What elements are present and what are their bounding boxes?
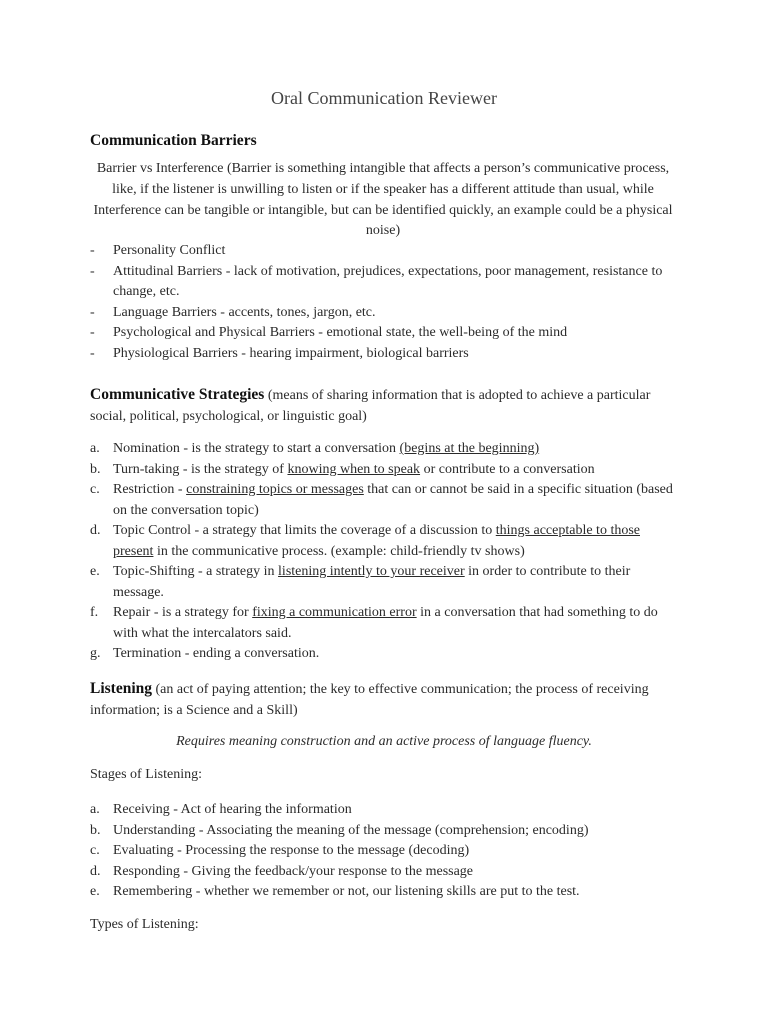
strategy-emphasis: knowing when to speak [287, 461, 421, 477]
list-marker: f. [90, 605, 99, 620]
listening-description: (an act of paying attention; the key to effective communication; the process of receiving information; is a Science and a Skill) [90, 682, 649, 718]
list-item [90, 644, 680, 665]
strategy-text: Turn-taking - is the strategy of [113, 461, 288, 477]
strategy-text: Topic Control - a strategy that limits the coverage of a discussion to [113, 523, 496, 538]
list-item [90, 821, 680, 842]
list-marker: d. [90, 523, 101, 538]
list-item [90, 480, 680, 521]
list-item [90, 862, 680, 883]
list-marker: a. [90, 802, 100, 817]
strategies-lead [90, 385, 690, 427]
stage-text: Understanding - Associating the meaning of the message (comprehension; encoding) [113, 822, 589, 838]
list-item: - Personality Conflict [90, 243, 226, 258]
barrier-item-text: Psychological and Physical Barriers - emotional state, the well-being of the mind [113, 325, 568, 340]
list-marker: e. [90, 884, 100, 899]
list-marker: a. [90, 441, 100, 456]
list-item: - Attitudinal Barriers - lack of motivation, prejudices, expectations, poor management, resistance to change, etc. [90, 263, 663, 299]
strategy-text: Topic-Shifting - a strategy in [113, 564, 279, 579]
stage-text: Receiving - Act of hearing the information [113, 802, 352, 817]
types-label: Types of Listening: [90, 917, 199, 932]
strategies-heading: Communicative Strategies [90, 386, 265, 403]
stage-text: Remembering - whether we remember or not, our listening skills are put to the test. [113, 884, 580, 899]
stages-label: Stages of Listening: [90, 767, 202, 782]
strategy-emphasis: listening intently to your receiver [278, 564, 465, 579]
barriers-heading: Communication Barriers [90, 132, 257, 149]
barriers-intro: Barrier vs Interference (Barrier is something intangible that affects a person’s communicative process, like, if the listener is unwilling to listen or if the speaker has a different attitude than usual, while Interference can be tangible or intangible, but can be identified quickly, an example could be a physical noise) [93, 161, 673, 239]
list-item [90, 800, 680, 821]
list-item [90, 521, 680, 562]
stages-list [90, 800, 680, 903]
barrier-item-text: Personality Conflict [113, 243, 226, 258]
strategy-text: Termination - ending a conversation. [113, 646, 320, 661]
list-item: - Language Barriers - accents, tones, jargon, etc. [90, 304, 376, 320]
strategy-emphasis: things acceptable to those present [113, 523, 640, 559]
strategy-text: Restriction - [113, 482, 187, 497]
strategy-text: Nomination - is the strategy to start a conversation [113, 441, 400, 456]
list-marker: b. [90, 822, 101, 838]
strategy-text-after: in order to contribute to their message. [113, 564, 631, 600]
barrier-item-text: Language Barriers - accents, tones, jargon, etc. [113, 304, 376, 320]
list-item [90, 841, 680, 862]
list-item [90, 603, 680, 644]
list-marker: c. [90, 482, 100, 497]
list-marker: g. [90, 646, 101, 661]
strategy-text-after: in a conversation that had something to do with what the intercalators said. [113, 605, 658, 641]
strategy-emphasis: (begins at the beginning) [399, 441, 540, 456]
list-marker: d. [90, 863, 101, 879]
strategy-emphasis: constraining topics or messages [186, 482, 364, 497]
list-marker: b. [90, 461, 101, 477]
list-item: - Physiological Barriers - hearing impairment, biological barriers [90, 345, 469, 361]
strategy-text-after: in the communicative process. (example: child-friendly tv shows) [153, 543, 525, 559]
stage-text: Responding - Giving the feedback/your response to the message [113, 863, 474, 879]
strategies-description: (means of sharing information that is adopted to achieve a particular social, political, psychological, or linguistic goal) [90, 388, 651, 424]
list-marker: c. [90, 843, 100, 858]
strategy-text: Repair - is a strategy for [113, 605, 253, 620]
strategies-list [90, 439, 680, 665]
barrier-item-text: Physiological Barriers - hearing impairment, biological barriers [113, 345, 469, 361]
strategy-text-after: or contribute to a conversation [420, 461, 595, 477]
listening-heading: Listening [90, 680, 153, 697]
list-item [90, 562, 680, 603]
stage-text: Evaluating - Processing the response to the message (decoding) [113, 843, 470, 858]
list-marker: e. [90, 564, 100, 579]
list-item [90, 460, 680, 481]
barriers-list [90, 241, 680, 364]
list-item [90, 882, 680, 903]
listening-lead [90, 679, 690, 721]
barrier-item-text: Attitudinal Barriers - lack of motivation, prejudices, expectations, poor management, resistance to change, etc. [113, 263, 663, 299]
strategy-text-after: that can or cannot be said in a specific situation (based on the conversation topic) [113, 482, 673, 518]
strategy-emphasis: fixing a communication error [252, 605, 417, 620]
listening-note: Requires meaning construction and an active process of language fluency. [176, 734, 592, 749]
list-item [90, 439, 680, 460]
document-title: Oral Communication Reviewer [271, 88, 497, 108]
list-item: - Psychological and Physical Barriers - emotional state, the well-being of the mind [90, 325, 568, 340]
